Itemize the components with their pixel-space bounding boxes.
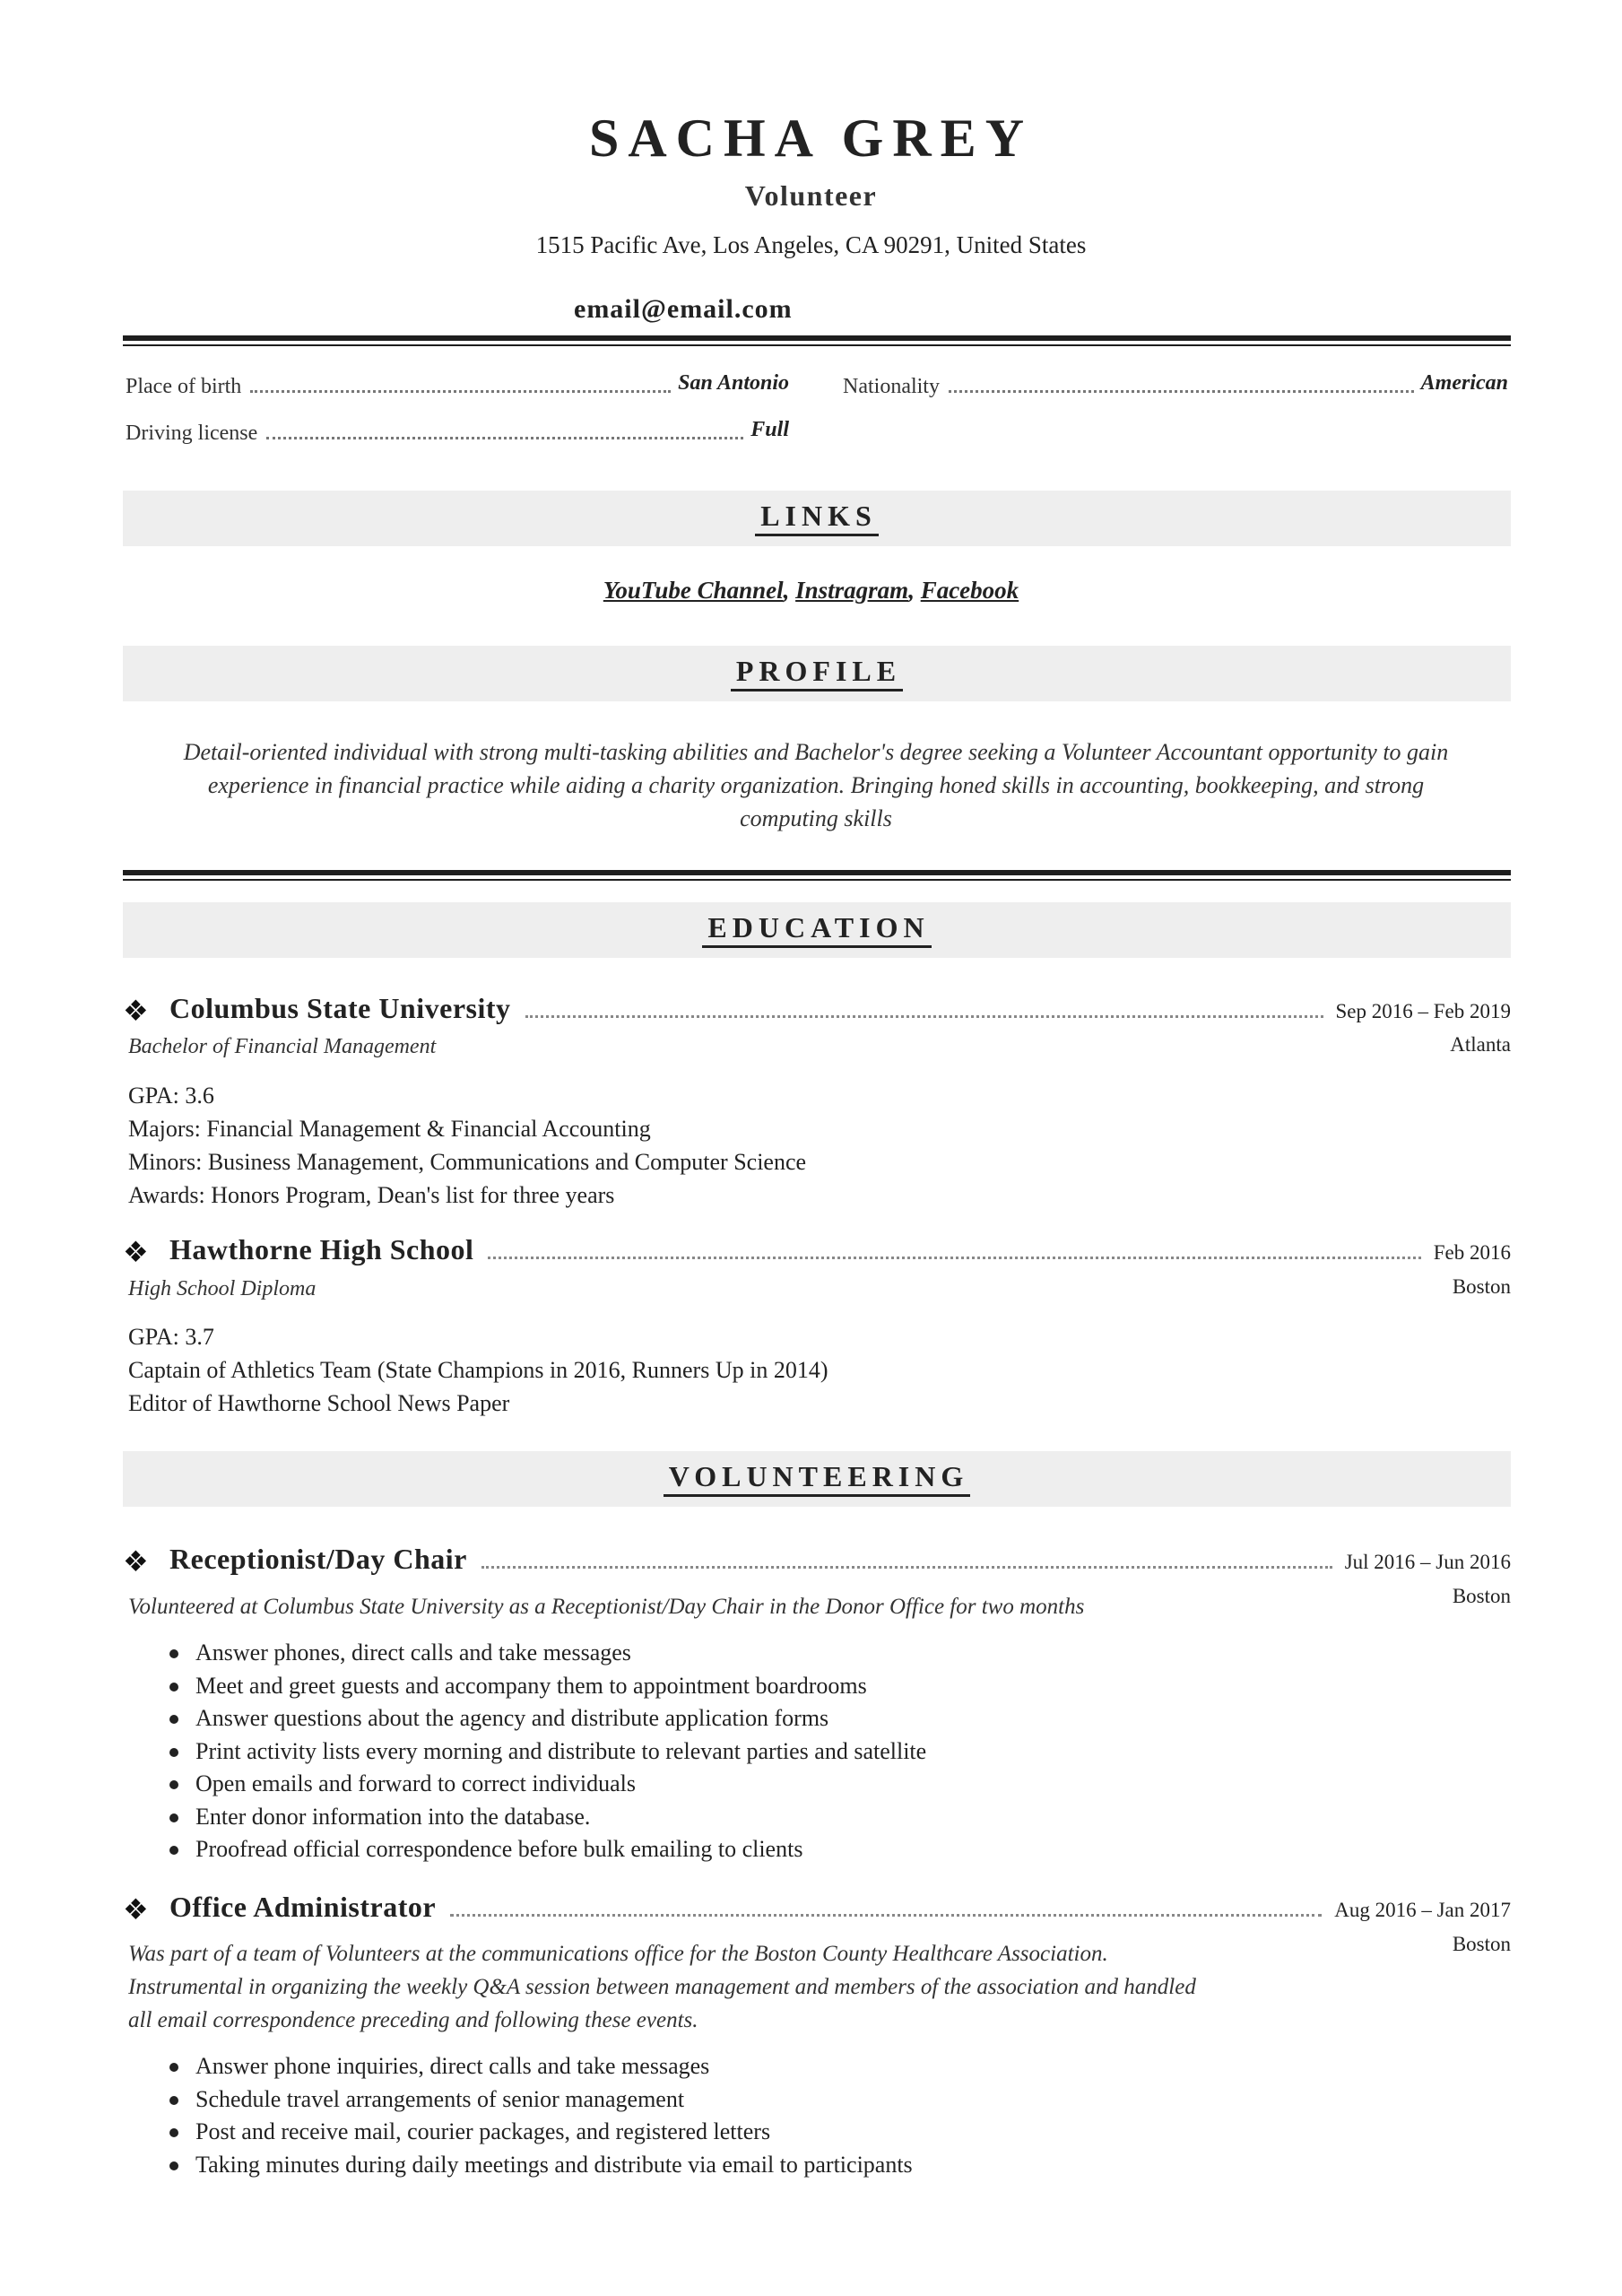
description-line: Was part of a team of Volunteers at the communications office for the Boston County Healthcare Association.: [128, 1942, 1108, 1966]
role-description: [128, 1937, 1249, 2037]
education-details: [128, 1320, 828, 1420]
dot-leader: [250, 390, 671, 393]
duty-item: Post and receive mail, courier packages, and registered letters: [128, 2116, 913, 2149]
dot-leader: [266, 437, 743, 439]
header-divider: [123, 335, 1511, 346]
education-details: [128, 1079, 806, 1212]
candidate-name: SACHA GREY: [588, 109, 1034, 168]
detail-line: Editor of Hawthorne School News Paper: [128, 1390, 510, 1416]
dot-leader: [481, 1566, 1332, 1569]
job-title: Volunteer: [744, 179, 878, 212]
diamond-bullet-icon: ❖: [123, 1545, 149, 1578]
detail-line: Majors: Financial Management & Financial Accounting: [128, 1116, 651, 1142]
volunteer-entry-header: [123, 1891, 1511, 1924]
duty-item: Enter donor information into the database.: [128, 1801, 926, 1834]
description-line: Instrumental in organizing the weekly Q&A session between management and members of the association and handled: [128, 1975, 1196, 1999]
info-place-of-birth: [126, 371, 789, 399]
info-value: Full: [750, 418, 789, 441]
role-duties: [128, 2050, 913, 2181]
detail-line: Awards: Honors Program, Dean's list for three years: [128, 1182, 615, 1208]
degree: High School Diploma: [128, 1277, 317, 1300]
description-line: all email correspondence preceding and following these events.: [128, 2008, 698, 2032]
description-line: Volunteered at Columbus State University as a Receptionist/Day Chair in the Donor Office for two months: [128, 1595, 1085, 1619]
info-value: San Antonio: [678, 371, 789, 395]
dot-leader: [488, 1257, 1420, 1259]
role-dates: Jul 2016 – Jun 2016: [1344, 1551, 1511, 1573]
profile-summary: [152, 735, 1479, 835]
role-location: Boston: [1452, 1585, 1511, 1607]
duty-item: Print activity lists every morning and distribute to relevant parties and satellite: [128, 1735, 926, 1769]
link-separator: ,: [783, 577, 790, 604]
education-location: Boston: [1452, 1275, 1511, 1298]
role-description: [128, 1590, 1249, 1623]
duty-item: Answer phones, direct calls and take messages: [128, 1637, 926, 1670]
detail-line: Minors: Business Management, Communications and Computer Science: [128, 1149, 807, 1175]
duty-item: Open emails and forward to correct individuals: [128, 1768, 926, 1801]
education-entry-header: [123, 992, 1511, 1025]
duty-item: Answer questions about the agency and distribute application forms: [128, 1702, 926, 1735]
link-youtube[interactable]: YouTube Channel: [603, 577, 784, 604]
education-location: Atlanta: [1450, 1033, 1511, 1056]
profile-line: Detail-oriented individual with strong multi-tasking abilities and Bachelor's degree seeking a Volunteer Accountant opportunity to gain: [183, 739, 1449, 765]
info-label: Driving license: [126, 422, 258, 445]
email[interactable]: email@email.com: [574, 294, 793, 324]
duty-item: Answer phone inquiries, direct calls and take messages: [128, 2050, 913, 2083]
section-title: LINKS: [755, 500, 879, 536]
section-title: VOLUNTEERING: [664, 1461, 971, 1497]
info-label: Place of birth: [126, 375, 242, 398]
education-dates: Sep 2016 – Feb 2019: [1335, 1000, 1511, 1022]
school-name: Hawthorne High School: [169, 1233, 474, 1265]
profile-line: computing skills: [740, 805, 892, 831]
links-row: [0, 577, 1622, 604]
section-education: [123, 902, 1511, 958]
link-instagram[interactable]: Instragram: [795, 577, 909, 604]
info-label: Nationality: [843, 375, 940, 398]
section-volunteering: [123, 1451, 1511, 1507]
role-title: Office Administrator: [169, 1891, 437, 1923]
degree: Bachelor of Financial Management: [128, 1035, 437, 1058]
profile-divider: [123, 870, 1511, 881]
address: 1515 Pacific Ave, Los Angeles, CA 90291, United States: [535, 231, 1087, 258]
diamond-bullet-icon: ❖: [123, 995, 149, 1027]
school-name: Columbus State University: [169, 992, 511, 1024]
diamond-bullet-icon: ❖: [123, 1236, 149, 1268]
detail-line: GPA: 3.7: [128, 1324, 214, 1350]
section-links: [123, 491, 1511, 546]
info-nationality: [843, 371, 1508, 399]
role-dates: Aug 2016 – Jan 2017: [1334, 1899, 1511, 1921]
education-entry-header: [123, 1233, 1511, 1266]
role-duties: [128, 1637, 926, 1866]
section-profile: [123, 646, 1511, 701]
info-driving-license: [126, 418, 789, 446]
duty-item: Meet and greet guests and accompany them to appointment boardrooms: [128, 1670, 926, 1703]
section-title: PROFILE: [731, 656, 903, 691]
role-title: Receptionist/Day Chair: [169, 1543, 467, 1575]
education-dates: Feb 2016: [1433, 1241, 1511, 1264]
volunteer-entry-header: [123, 1543, 1511, 1576]
dot-leader: [525, 1015, 1323, 1018]
duty-item: Proofread official correspondence before bulk emailing to clients: [128, 1833, 926, 1866]
link-separator: ,: [908, 577, 915, 604]
dot-leader: [949, 390, 1414, 393]
dot-leader: [450, 1914, 1322, 1917]
link-facebook[interactable]: Facebook: [920, 577, 1019, 604]
detail-line: GPA: 3.6: [128, 1083, 214, 1109]
info-value: American: [1420, 371, 1508, 395]
duty-item: Schedule travel arrangements of senior management: [128, 2083, 913, 2117]
detail-line: Captain of Athletics Team (State Champions in 2016, Runners Up in 2014): [128, 1357, 828, 1383]
profile-line: experience in financial practice while aiding a charity organization. Bringing honed skills in accounting, bookkeeping, and strong: [207, 772, 1425, 798]
role-location: Boston: [1452, 1933, 1511, 1955]
section-title: EDUCATION: [702, 912, 931, 948]
diamond-bullet-icon: ❖: [123, 1893, 149, 1926]
duty-item: Taking minutes during daily meetings and distribute via email to participants: [128, 2149, 913, 2182]
